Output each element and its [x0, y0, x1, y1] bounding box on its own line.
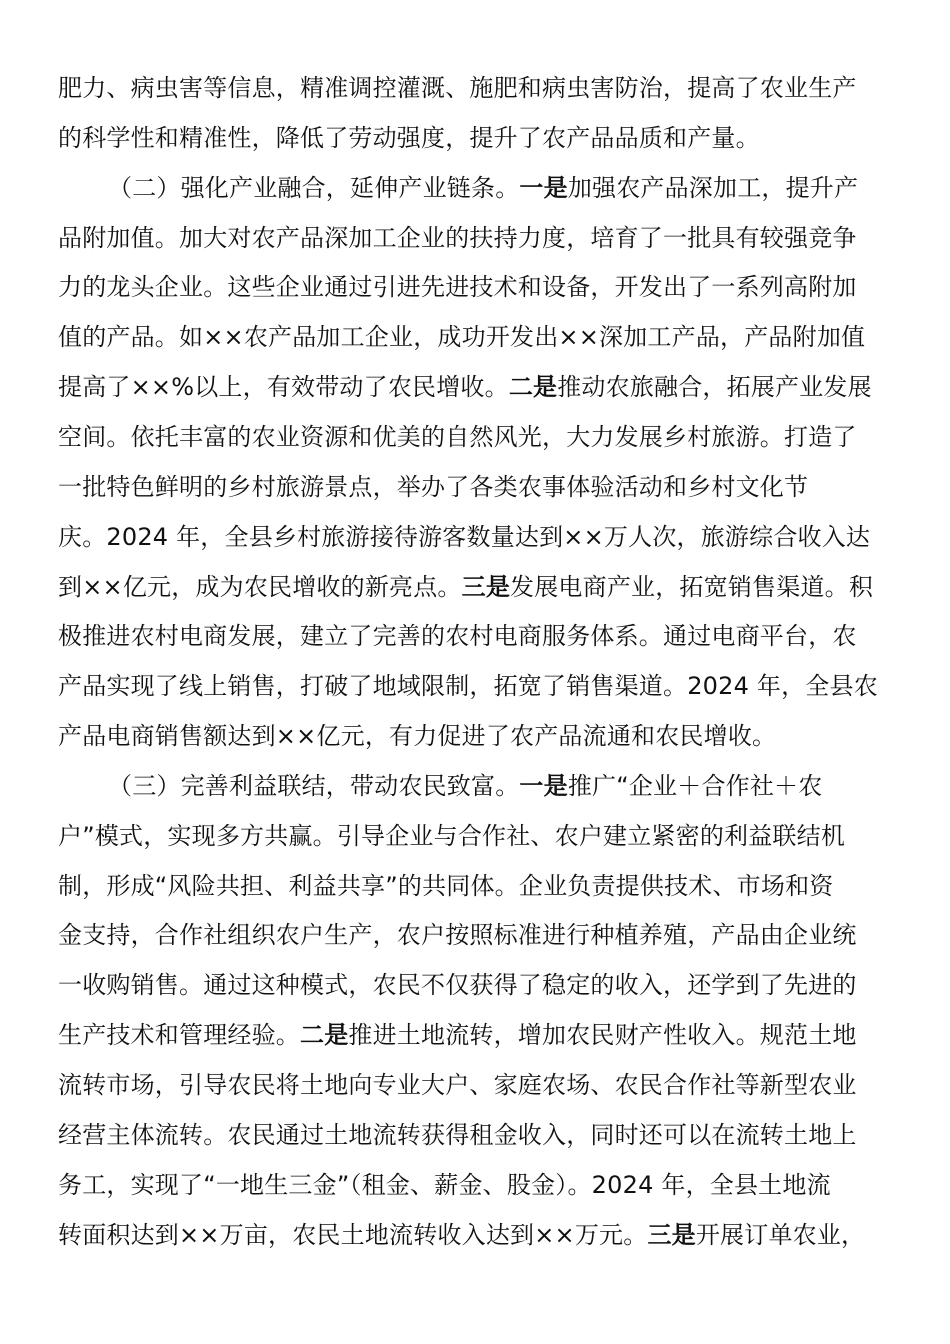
- bold-keyword: 一是: [519, 771, 568, 800]
- text-segment: 产品实现了线上销售，打破了地域限制，拓宽了销售渠道。2024 年，全县农: [58, 672, 878, 701]
- text-line: [58, 218, 857, 258]
- text-segment: 开展订单农业，: [695, 1220, 866, 1249]
- text-segment: 推进土地流转，增加农民财产性收入。规范土地: [348, 1021, 857, 1050]
- text-segment: 的科学性和精准性，降低了劳动强度，提升了农产品品质和产量。: [58, 123, 760, 152]
- text-line: [58, 467, 808, 507]
- text-segment: 一收购销售。通过这种模式，农民不仅获得了稳定的收入，还学到了先进的: [58, 971, 857, 1000]
- text-line: [58, 317, 865, 357]
- text-segment: （三）完善利益联结，带动农民致富。: [108, 771, 520, 800]
- text-segment: 转面积达到××万亩，农民土地流转收入达到××万元。: [58, 1220, 648, 1249]
- text-segment: 值的产品。如××农产品加工企业，成功开发出××深加工产品，产品附加值: [58, 323, 866, 352]
- text-segment: 产品电商销售额达到××亿元，有力促进了农产品流通和农民增收。: [58, 722, 777, 751]
- text-segment: 户”模式，实现多方共赢。引导企业与合作社、农户建立紧密的利益联结机: [58, 821, 846, 850]
- text-line: [58, 1215, 865, 1255]
- bold-keyword: 二是: [508, 373, 558, 402]
- text-line: [58, 866, 833, 906]
- text-line: [58, 517, 870, 557]
- text-segment: 经营主体流转。农民通过土地流转获得租金收入，同时还可以在流转土地上: [58, 1120, 857, 1149]
- text-segment: 极推进农村电商发展，建立了完善的农村电商服务体系。通过电商平台，农: [58, 622, 857, 651]
- text-line: [58, 567, 873, 607]
- text-segment: 一批特色鲜明的乡村旅游景点，举办了各类农事体验活动和乡村文化节: [58, 472, 809, 501]
- text-segment: 提高了××%以上，有效带动了农民增收。: [58, 373, 509, 402]
- text-line: [58, 1115, 857, 1155]
- text-line: [58, 1165, 831, 1205]
- text-line: [58, 1015, 857, 1055]
- text-segment: 品附加值。加大对农产品深加工企业的扶持力度，培育了一批具有较强竞争: [58, 223, 857, 252]
- text-line: [58, 616, 857, 656]
- text-line: [58, 716, 776, 756]
- text-segment: 发展电商产业，拓宽销售渠道。积: [510, 572, 874, 601]
- text-segment: 流转市场，引导农民将土地向专业大户、家庭农场、农民合作社等新型农业: [58, 1071, 857, 1099]
- text-line: [58, 417, 857, 457]
- bold-keyword: 三是: [461, 572, 511, 601]
- text-line: [58, 816, 845, 856]
- text-line: [58, 267, 857, 307]
- bold-keyword: 一是: [519, 173, 568, 202]
- text-segment: 生产技术和管理经验。: [58, 1021, 300, 1050]
- text-segment: 空间。依托丰富的农业资源和优美的自然风光，大力发展乡村旅游。打造了: [58, 422, 857, 451]
- text-line: [58, 68, 857, 108]
- text-segment: 加强农产品深加工，提升产: [567, 173, 859, 202]
- text-segment: 务工，实现了“一地生三金”（租金、薪金、股金）。2024 年，全县土地流: [58, 1170, 831, 1199]
- text-segment: 到××亿元，成为农民增收的新亮点。: [58, 572, 462, 601]
- text-segment: 庆。2024 年，全县乡村旅游接待游客数量达到××万人次，旅游综合收入达: [58, 522, 871, 551]
- text-segment: （二）强化产业融合，延伸产业链条。: [108, 173, 520, 202]
- text-segment: 金支持，合作社组织农户生产，农户按照标准进行种植养殖，产品由企业统: [58, 921, 857, 950]
- bold-keyword: 三是: [647, 1220, 696, 1249]
- text-segment: 力的龙头企业。这些企业通过引进先进技术和设备，开发出了一系列高附加: [58, 273, 857, 302]
- text-line: [108, 168, 858, 208]
- text-segment: 推动农旅融合，拓展产业发展: [557, 373, 872, 402]
- text-segment: 推广“企业＋合作社＋农: [567, 771, 823, 800]
- text-line: [108, 766, 822, 806]
- text-line: [58, 118, 760, 158]
- text-line: [58, 666, 878, 706]
- text-segment: 制，形成“风险共担、利益共享”的共同体。企业负责提供技术、市场和资: [58, 871, 834, 900]
- text-line: [58, 1065, 857, 1105]
- bold-keyword: 二是: [300, 1021, 349, 1050]
- text-segment: 肥力、病虫害等信息，精准调控灌溉、施肥和病虫害防治，提高了农业生产: [58, 74, 857, 102]
- text-line: [58, 965, 857, 1005]
- text-line: [58, 367, 872, 407]
- text-line: [58, 915, 857, 955]
